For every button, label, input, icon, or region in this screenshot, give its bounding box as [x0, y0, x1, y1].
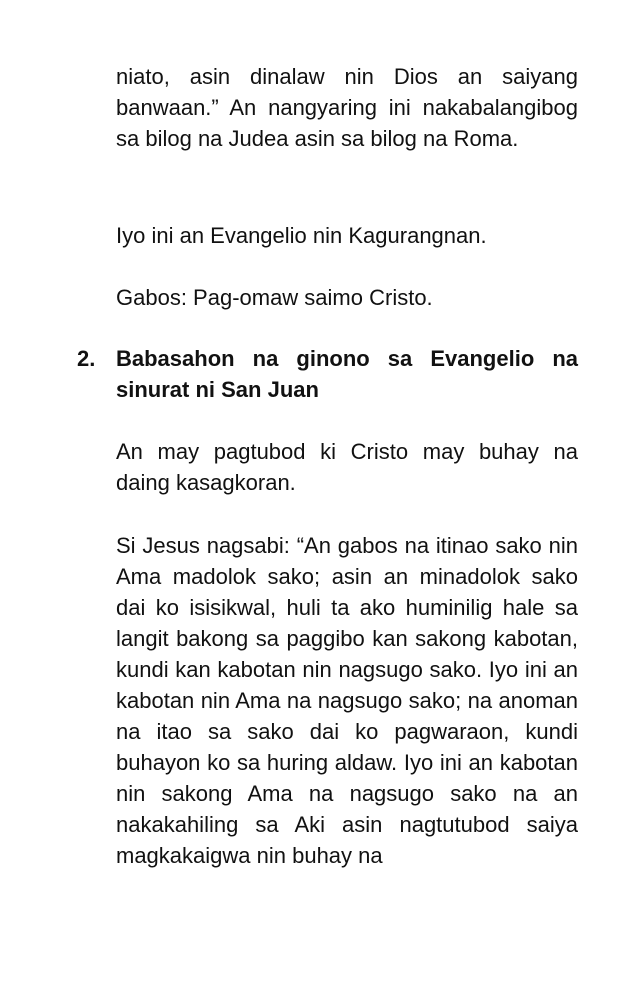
section-number: 2. [77, 346, 96, 371]
section-body: Si Jesus nagsabi: “An gabos na itinao sako nin Ama madolok sako; asin an minadolok sako dai ko isisikwal, huli ta ako huminilig hale sa langit bakong sa paggibo kan sakong kabotan, kundi kan kabotan nin nagsugo sako. Iyo ini an kabotan nin Ama na nagsugo sako; na anoman na itao sa sako dai ko pagwaraon, kundi buhayon ko sa huring aldaw. Iyo ini an kabotan nin sakong Ama na nagsugo sako na an nakakahiling sa Aki asin nagtutubod saiya magkakaigwa nin buhay na [116, 533, 578, 868]
section-title: Babasahon na ginono sa Evangelio na sinurat ni San Juan [116, 346, 578, 402]
response-line: Gabos: Pag-omaw saimo Cristo. [116, 285, 433, 310]
section-summary: An may pagtubod ki Cristo may buhay na daing kasagkoran. [116, 439, 578, 495]
continuation-paragraph: niato, asin dinalaw nin Dios an saiyang banwaan.” An nangyaring ini nakabalangibog sa bilog na Judea asin sa bilog na Roma. [116, 64, 578, 151]
gospel-statement: Iyo ini an Evangelio nin Kagurangnan. [116, 223, 487, 248]
